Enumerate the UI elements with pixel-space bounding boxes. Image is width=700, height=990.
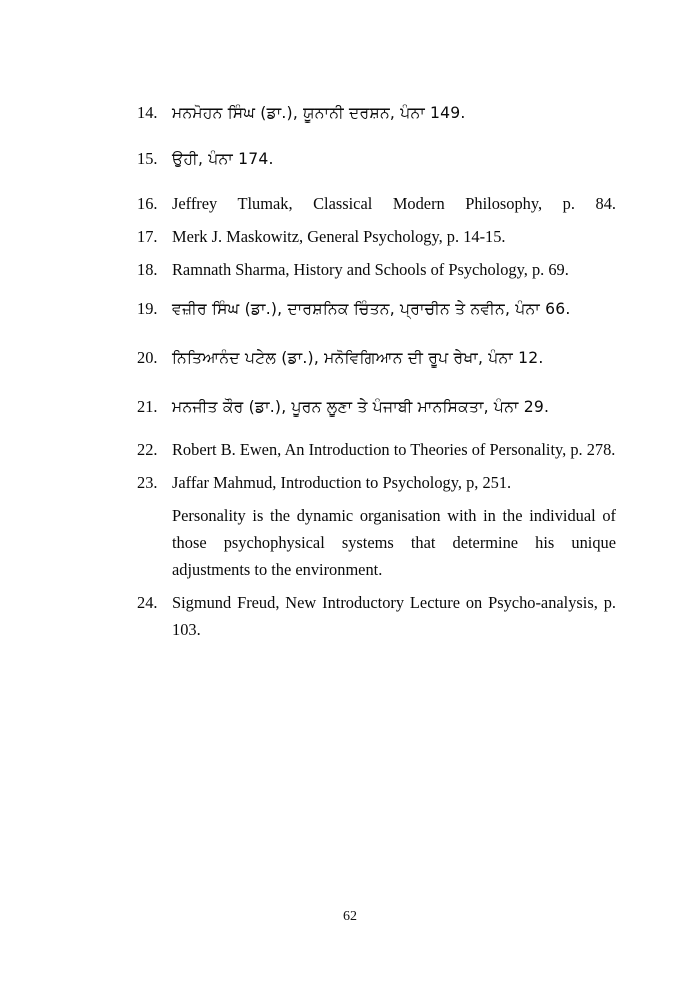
reference-number: 14. [137,103,158,122]
reference-text: ਮਨਜੀਤ ਕੌਰ (ਡਾ.), ਪੂਰਨ ਲੂਣਾ ਤੇ ਪੰਜਾਬੀ ਮਾਨਸਿਕਤਾ, ਪੰਨਾ 29. [172,398,550,416]
reference-entry [137,144,616,174]
reference-number: 19. [137,299,158,318]
reference-text: Jeffrey Tlumak, Classical Modern Philosophy, p. 84. [172,194,616,213]
reference-entry [137,436,616,463]
reference-text: Merk J. Maskowitz, General Psychology, p. 14-15. [172,227,506,246]
reference-number: 17. [137,227,158,246]
reference-number: 18. [137,260,158,279]
reference-number: 22. [137,440,158,459]
reference-entry [137,387,616,427]
reference-number: 16. [137,194,158,213]
block-quotation-text: Personality is the dynamic organisation with in the individual of those psychophysical systems that determine his unique adjustments to the environment. [172,506,616,579]
reference-number: 24. [137,593,158,612]
reference-text: ਵਜ਼ੀਰ ਸਿੰਘ (ਡਾ.), ਦਾਰਸ਼ਨਿਕ ਚਿੰਤਨ, ਪ੍ਰਾਚੀਨ ਤੇ ਨਵੀਨ, ਪੰਨਾ 66. [172,300,571,318]
reference-entry [137,469,616,496]
reference-number: 15. [137,149,158,168]
reference-text: ਮਨਮੋਹਨ ਸਿੰਘ (ਡਾ.), ਯੂਨਾਨੀ ਦਰਸ਼ਨ, ਪੰਨਾ 149. [172,104,466,122]
block-quotation [137,502,616,583]
reference-entry [137,98,616,128]
reference-number: 23. [137,473,158,492]
reference-text: Robert B. Ewen, An Introduction to Theories of Personality, p. 278. [172,440,616,459]
page-number: 62 [343,909,357,924]
reference-number: 20. [137,348,158,367]
reference-entry [137,190,616,217]
reference-text: ਨਿਤਿਆਨੰਦ ਪਟੇਲ (ਡਾ.), ਮਨੋਵਿਗਿਆਨ ਦੀ ਰੂਪ ਰੇਖਾ, ਪੰਨਾ 12. [172,349,544,367]
reference-text: Jaffar Mahmud, Introduction to Psychology, p, 251. [172,473,512,492]
reference-list [137,98,616,649]
reference-text: Ramnath Sharma, History and Schools of Psychology, p. 69. [172,260,569,279]
reference-text: Sigmund Freud, New Introductory Lecture on Psycho-analysis, p. 103. [172,593,616,639]
reference-entry [137,256,616,283]
reference-entry [137,223,616,250]
reference-number: 21. [137,397,158,416]
reference-text: ਉਹੀ, ਪੰਨਾ 174. [172,150,274,168]
reference-entry [137,289,616,329]
reference-entry [137,338,616,378]
reference-entry [137,589,616,643]
